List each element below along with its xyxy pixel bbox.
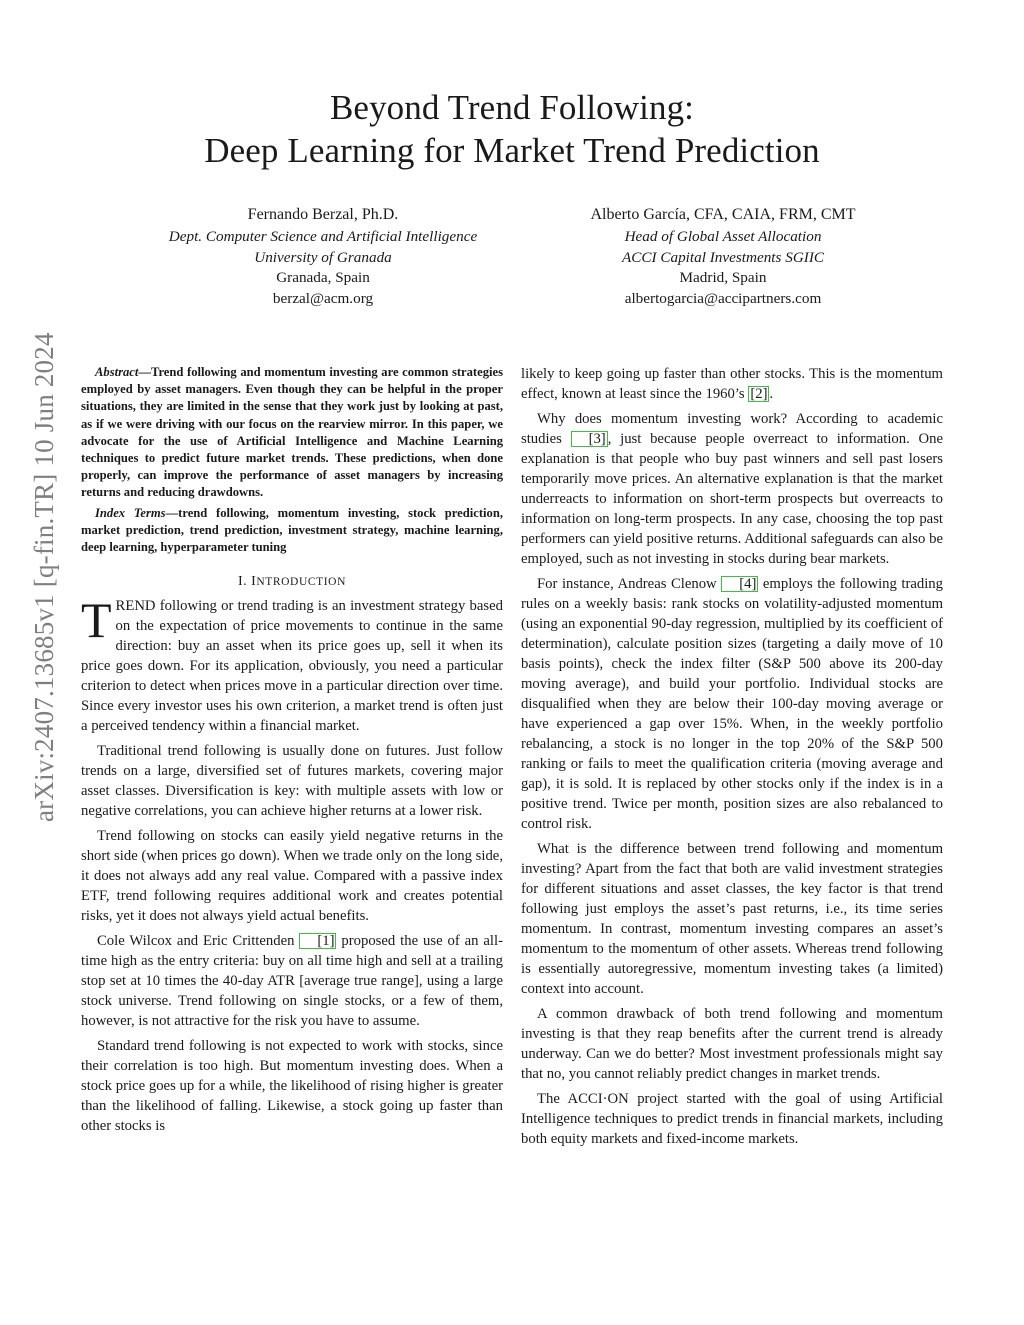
- right-column: [521, 364, 943, 1154]
- title-line-1: Beyond Trend Following:: [329, 88, 695, 127]
- intro-paragraph-1-text: REND following or trend trading is an investment strategy based on the expectation of price movements to continue in the same direction: buy an asset when its price goes up, sell it when its price goes down. For its application, obviously, you need a particular criterion to detect when prices move in a particular direction over time. Since every investor uses his own criterion, a market trend is often just a perceived tendency within a financial market.: [81, 598, 503, 735]
- right-paragraph-1: [521, 364, 943, 404]
- intro-paragraph-5: Standard trend following is not expected to work with stocks, since their correlation is too high. But momentum investing does. When a stock price goes up for a while, the likelihood of rising higher is greater than the likelihood of falling. Likewise, a stock going up faster than other stocks is: [81, 1038, 503, 1135]
- paragraph-text: likely to keep going up faster than other stocks. This is the momentum effect, known at least since the 1960’s: [521, 366, 943, 402]
- section-initial: I: [251, 574, 257, 590]
- paragraph-text: Why does momentum investing work? According to academic studies: [521, 411, 943, 447]
- index-terms-text: —trend following, momentum investing, stock prediction, market prediction, trend prediction, investment strategy, machine learning, deep learning, hyperparameter tuning: [81, 505, 503, 555]
- paragraph-text: , just because people overreact to information. One explanation is that people who buy past winners and sell past losers temporarily move prices. An alternative explanation is that the market underreacts to information on short-term prospects but overreacts to information on long-term prospects. In any case, choosing the top past performers can yield positive returns. Additional safeguards can also be employed, such as not investing in stocks during bear markets.: [521, 431, 943, 567]
- intro-paragraph-2: Traditional trend following is usually done on futures. Just follow trends on a large, diversified set of futures markets, covering major asset classes. Diversification is key: with multiple assets with low or negative correlations, you can achieve higher returns at a lower risk.: [81, 743, 503, 820]
- section-title-rest: NTRODUCTION: [256, 576, 346, 589]
- abstract-label: Abstract: [95, 365, 139, 379]
- author-block-1: [133, 204, 513, 309]
- citation-link[interactable]: [2]: [750, 386, 768, 402]
- author-institution: ACCI Capital Investments SGIIC: [621, 248, 825, 266]
- section-heading-introduction: [81, 572, 503, 592]
- author-role: Head of Global Asset Allocation: [624, 228, 822, 245]
- author-institution: University of Granada: [254, 248, 392, 266]
- paragraph-text: For instance, Andreas Clenow: [537, 576, 722, 592]
- paragraph-text: .: [769, 386, 774, 402]
- author-name: Alberto García, CFA, CAIA, FRM, CMT: [590, 206, 856, 223]
- author-block-2: [533, 204, 913, 309]
- abstract-text: —Trend following and momentum investing are common strategies employed by asset managers. Even though they can be helpful in the proper situations, they are limited in the sense that they work just by looking at past, as if we were driving with our focus on the rearview mirror. In this paper, we advocate for the use of Artificial Intelligence and Machine Learning techniques to predict future market trends. These predictions, when done properly, can improve the performance of asset managers by increasing returns and reducing drawdowns.: [81, 365, 503, 500]
- abstract: [81, 364, 503, 502]
- index-terms-label: Index Terms: [95, 505, 166, 520]
- author-location: Madrid, Spain: [679, 269, 767, 286]
- citation-link[interactable]: [1]: [299, 933, 336, 949]
- arxiv-stamp: arXiv:2407.13685v1 [q-fin.TR] 10 Jun 2024: [29, 332, 59, 822]
- paragraph-text: proposed the use of an all-time high as the entry criteria: buy on all time high and sell at a trailing stop set at 10 times the 40-day ATR [average true range], using a large stock universe. Trend following on single stocks, or a few of them, however, is not attractive for the risk you have to assume.: [81, 933, 503, 1030]
- drop-cap: T: [81, 592, 112, 649]
- right-paragraph-6: The ACCI·ON project started with the goal of using Artificial Intelligence techniques to predict trends in financial markets, including both equity markets and fixed-income markets.: [521, 1091, 943, 1147]
- title-line-2: Deep Learning for Market Trend Prediction: [204, 131, 820, 170]
- right-paragraph-5: A common drawback of both trend following and momentum investing is that they reap benefits after the current trend is already underway. Can we do better? Most investment professionals might say that no, you cannot reliably predict changes in market trends.: [521, 1006, 943, 1082]
- right-paragraph-3: [521, 574, 943, 834]
- citation-link[interactable]: [3]: [571, 431, 608, 447]
- author-email[interactable]: albertogarcia@accipartners.com: [624, 289, 822, 307]
- citation-link[interactable]: [4]: [721, 576, 758, 592]
- right-paragraph-2: [521, 409, 943, 569]
- index-terms: [81, 505, 503, 557]
- author-name: Fernando Berzal, Ph.D.: [247, 206, 399, 223]
- intro-paragraph-4: [81, 931, 503, 1031]
- section-number: I.: [238, 574, 248, 590]
- paragraph-text: employs the following trading rules on a weekly basis: rank stocks on volatility-adjusted momentum (using an exponential 90-day regression, multiplied by its coefficient of determination), calculate position sizes (targeting a daily move of 10 basis points), check the index filter (S&P 500 above its 200-day moving average), and build your portfolio. Individual stocks are disqualified when they are below their 100-day moving average or have experienced a gap over 15%. When, in the weekly portfolio rebalancing, a stock is no longer in the top 20% of the S&P 500 ranking or fails to meet the qualification criteria (moving average and gap), it is sold. It is replaced by other stocks only if the index is in a positive trend. Twice per month, position sizes are also rebalanced to control risk.: [521, 576, 943, 832]
- author-location: Granada, Spain: [276, 269, 370, 286]
- right-paragraph-4: What is the difference between trend following and momentum investing? Apart from the fact that both are valid investment strategies for different situations and asset classes, the key factor is that trend following just employs the asset’s past returns, i.e., its time series momentum. In contrast, momentum investing compares an asset’s momentum to the momentum of other assets. Whereas trend following is essentially autoregressive, momentum investing takes (a limited) context into account.: [521, 841, 943, 997]
- author-email[interactable]: berzal@acm.org: [272, 289, 374, 307]
- paper-title: [0, 86, 1024, 172]
- paragraph-text: Cole Wilcox and Eric Crittenden: [97, 933, 300, 950]
- intro-paragraph-3: Trend following on stocks can easily yield negative returns in the short side (when prices go down). When we trade only on the long side, it does not always add any real value. Compared with a passive index ETF, trend following requires additional work and creates potential risks, yet it does not always yield actual benefits.: [81, 828, 503, 925]
- left-column: [81, 364, 503, 1141]
- author-department: Dept. Computer Science and Artificial Intelligence: [168, 228, 478, 245]
- intro-paragraph-1: [81, 592, 503, 736]
